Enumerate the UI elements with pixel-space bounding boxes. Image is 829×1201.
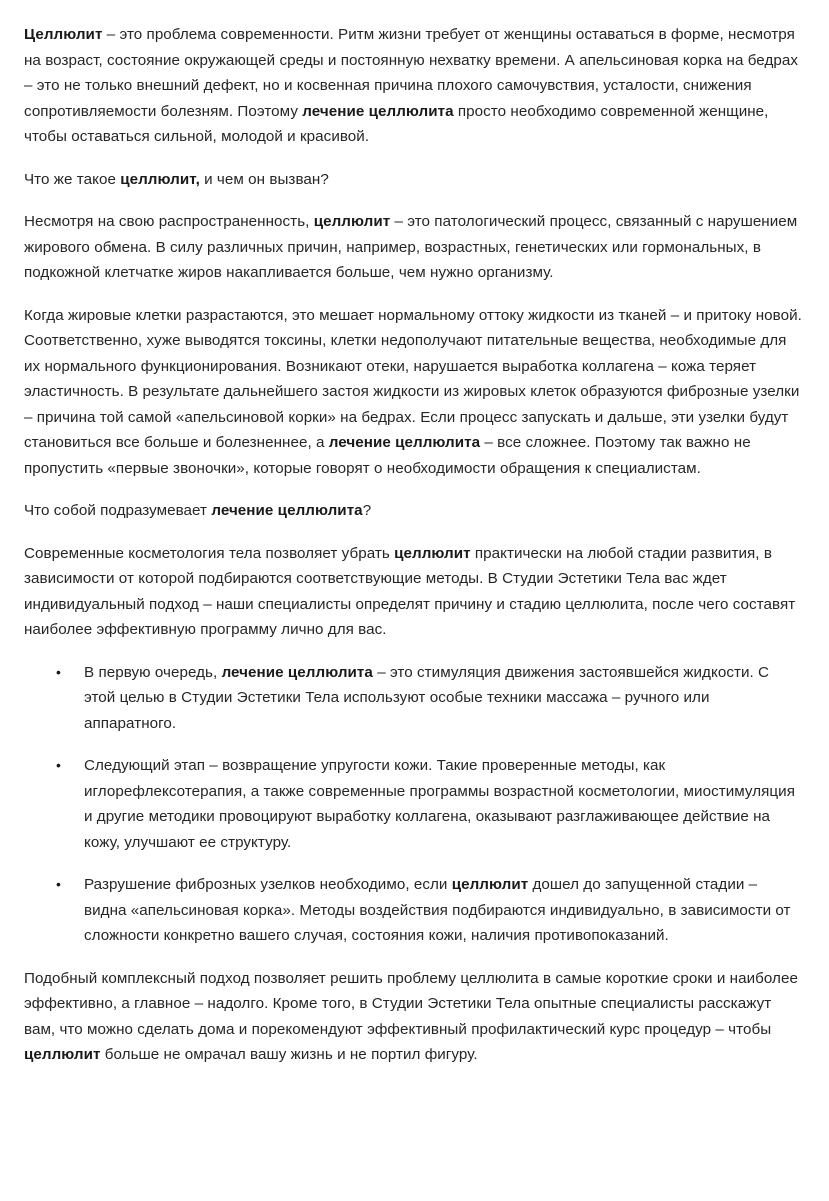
paragraph-text: Следующий этап – возвращение упругости кожи. Такие проверенные методы, как иглорефлексотерапия, а также современные программы возрастной косметологии, миостимуляция и другие методики провоцируют выработку коллагена, оказывают разглаживающее действие на кожу, улучшают ее структуру. xyxy=(84,757,795,851)
paragraph-text: – все сложнее. Поэтому так важно не пропустить «первые звоночки», которые говорят о необходимости обращения к специалистам. xyxy=(24,434,751,477)
list-item xyxy=(24,660,802,737)
bold-term: лечение целлюлита xyxy=(328,434,481,451)
intro-paragraph xyxy=(24,22,802,150)
bold-term: целлюлит, xyxy=(120,170,200,188)
closing-paragraph xyxy=(24,966,802,1068)
paragraph-text: Несмотря на свою распространенность, xyxy=(24,213,314,230)
paragraph-text: – это патологический процесс, связанный с нарушением жирового обмена. В силу различных причин, например, возрастных, генетических или гормональных, в подкожной клетчатке жиров накапливается больше, чем нужно организму. xyxy=(24,213,798,281)
paragraph-text: – это проблема современности. Ритм жизни требует от женщины оставаться в форме, несмотря на возраст, состояние окружающей среды и постоянную нехватку времени. А апельсиновая корка на бедрах – это не только внешний дефект, но и косвенная причина плохого самочувствия, усталости, снижения сопротивляемости болезням. Поэтому xyxy=(24,26,799,120)
bold-term: лечение целлюлита xyxy=(221,663,373,681)
process-paragraph xyxy=(24,303,802,482)
definition-paragraph xyxy=(24,209,802,286)
paragraph-text: и чем он вызван? xyxy=(199,170,329,188)
paragraph-text: Что же такое xyxy=(24,170,121,188)
list-item xyxy=(24,753,802,855)
list-item xyxy=(24,872,802,949)
paragraph-text: практически на любой стадии развития, в зависимости от которой подбираются соответствующие методы. В Студии Эстетики Тела вас ждет индивидуальный подход – наши специалисты определят причину и стадию целлюлита, после чего составят наиболее эффективную программу лично для вас. xyxy=(24,544,796,638)
bullet-icon: • xyxy=(56,663,61,680)
bold-term: лечение целлюлита xyxy=(211,502,363,519)
paragraph-text: ? xyxy=(362,502,372,519)
cosmetology-paragraph xyxy=(24,541,802,643)
document-body xyxy=(24,22,802,1085)
bold-term: целлюлит xyxy=(313,213,391,230)
bold-term: Целлюлит xyxy=(24,26,103,43)
paragraph-text: Подобный комплексный подход позволяет решить проблему целлюлита в самые короткие сроки и наиболее эффективно, а главное – надолго. Кроме того, в Студии Эстетики Тела опытные специалисты расскажут вам, что можно сделать дома и порекомендуют эффективный профилактический курс процедур – чтобы xyxy=(24,969,798,1038)
bold-term: лечение целлюлита xyxy=(302,102,454,120)
paragraph-text: Разрушение фиброзных узелков необходимо, если xyxy=(84,876,452,893)
bullet-icon: • xyxy=(56,757,61,773)
paragraph-text: В первую очередь, xyxy=(84,663,222,681)
treatment-question xyxy=(24,498,802,524)
paragraph-text: – это стимуляция движения застоявшейся жидкости. С этой целью в Студии Эстетики Тела используют особые техники массажа – ручного или аппаратного. xyxy=(84,663,770,732)
paragraph-text: дошел до запущенной стадии – видна «апельсиновая корка». Методы воздействия подбираются индивидуально, в зависимости от сложности конкретно вашего случая, состояния кожи, наличия противопоказаний. xyxy=(84,876,791,944)
paragraph-text: Когда жировые клетки разрастаются, это мешает нормальному оттоку жидкости из тканей – и притоку новой. Соответственно, хуже выводятся токсины, клетки недополучают питательные вещества, необходимые для их нормального функционирования. Возникают отеки, нарушается выработка коллагена – кожа теряет эластичность. В результате дальнейшего застоя жидкости из жировых клеток образуются фиброзные узелки – причина той самой «апельсиновой корки» на бедрах. Если процесс запускать и дальше, эти узелки будут становиться все больше и болезненнее, а xyxy=(24,306,802,451)
paragraph-text: просто необходимо современной женщине, чтобы оставаться сильной, молодой и красивой. xyxy=(24,102,769,145)
bold-term: целлюлит xyxy=(451,876,529,893)
treatment-steps-list xyxy=(24,660,802,949)
paragraph-text: Что собой подразумевает xyxy=(24,502,212,519)
bold-term: целлюлит xyxy=(394,544,471,562)
question-heading xyxy=(24,167,802,193)
bold-term: целлюлит xyxy=(24,1046,101,1063)
bullet-icon: • xyxy=(56,876,61,892)
paragraph-text: больше не омрачал вашу жизнь и не портил фигуру. xyxy=(100,1046,478,1063)
paragraph-text: Современные косметология тела позволяет убрать xyxy=(24,544,395,562)
